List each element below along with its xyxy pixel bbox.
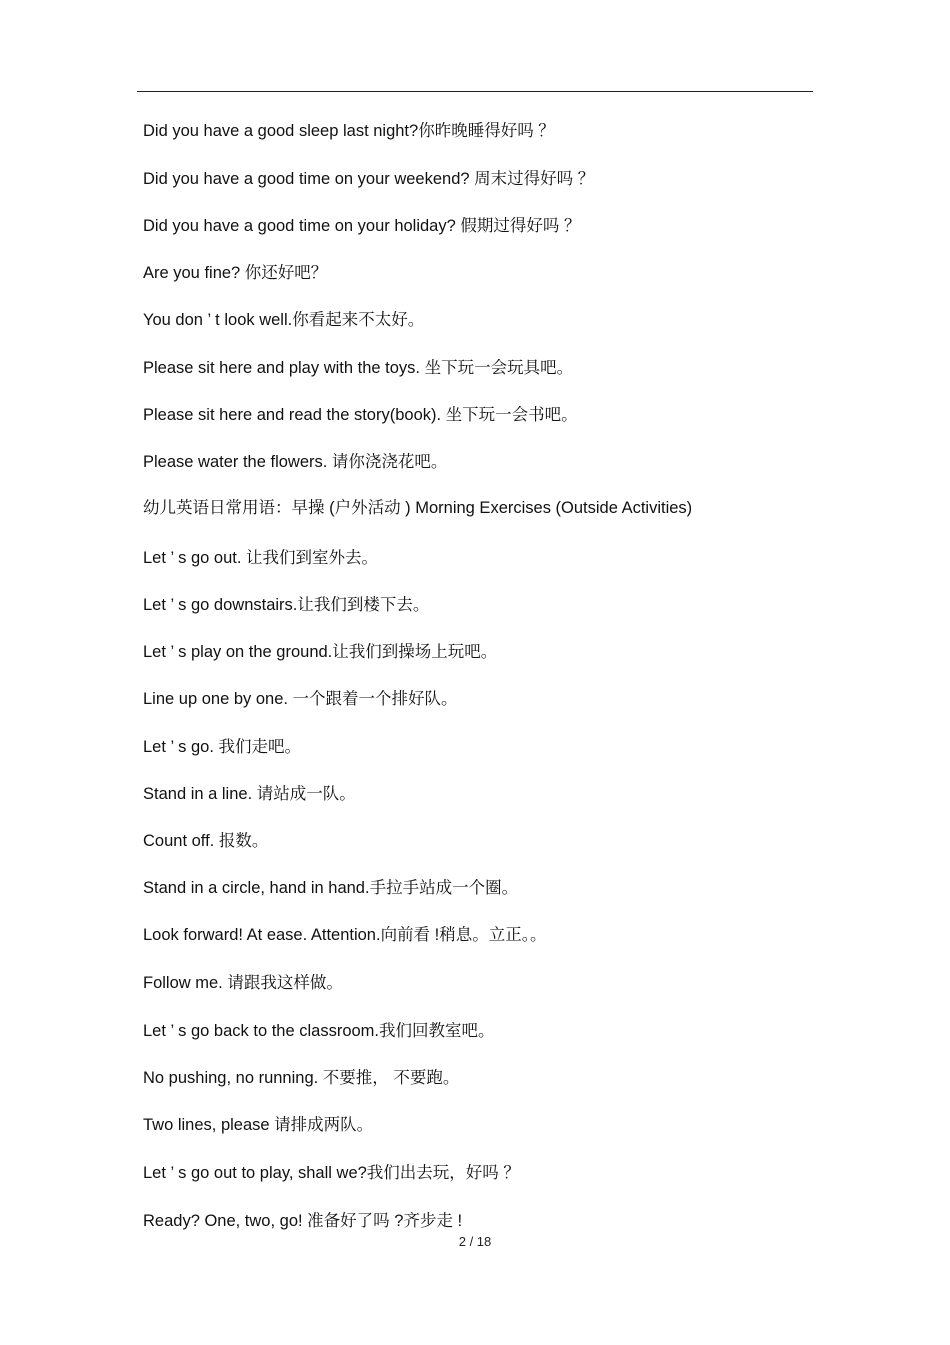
phrase-line: Did you have a good time on your weekend? 周末过得好吗 ？ <box>143 170 595 188</box>
phrase-line: Let ’ s go downstairs.让我们到楼下去。 <box>143 596 430 614</box>
phrase-line: Line up one by one. 一个跟着一个排好队。 <box>143 690 458 708</box>
phrase-line: Two lines, please 请排成两队。 <box>143 1116 374 1134</box>
phrase-line: Follow me. 请跟我这样做。 <box>143 974 343 992</box>
phrase-line: Please water the flowers. 请你浇浇花吧。 <box>143 453 448 471</box>
page-number: 2 / 18 <box>458 1234 492 1249</box>
header-rule <box>137 91 813 92</box>
phrase-line: Please sit here and play with the toys. 坐下玩一会玩具吧。 <box>143 359 574 377</box>
phrase-line: Count off. 报数。 <box>143 832 269 850</box>
phrase-line: Are you fine? 你还好吧？ <box>143 264 328 282</box>
phrase-line: Let ’ s play on the ground.让我们到操场上玩吧。 <box>143 643 498 661</box>
phrase-line: Look forward! At ease. Attention.向前看 !稍息。立正。。 <box>143 926 547 944</box>
phrase-line: Stand in a circle, hand in hand.手拉手站成一个圈。 <box>143 879 519 897</box>
section-heading: 幼儿英语日常用语：早操 (户外活动 ) Morning Exercises (Outside Activities) <box>143 499 693 517</box>
phrase-line: Did you have a good sleep last night?你昨晚睡得好吗 ？ <box>143 122 555 140</box>
phrase-line: Ready? One, two, go! 准备好了吗 ?齐步走 ! <box>143 1212 463 1230</box>
phrase-line: No pushing, no running. 不要推， 不要跑。 <box>143 1069 460 1087</box>
phrase-line: Let ’ s go out. 让我们到室外去。 <box>143 549 379 567</box>
phrase-line: Let ’ s go back to the classroom.我们回教室吧。 <box>143 1022 495 1040</box>
phrase-line: Did you have a good time on your holiday? 假期过得好吗 ？ <box>143 217 581 235</box>
phrase-line: Let ’ s go out to play, shall we?我们出去玩，好吗 ？ <box>143 1164 520 1182</box>
phrase-line: Please sit here and read the story(book). 坐下玩一会书吧。 <box>143 406 578 424</box>
phrase-line: Let ’ s go. 我们走吧。 <box>143 738 302 756</box>
phrase-line: Stand in a line. 请站成一队。 <box>143 785 356 803</box>
phrase-line: You don ’ t look well.你看起来不太好。 <box>143 311 425 329</box>
